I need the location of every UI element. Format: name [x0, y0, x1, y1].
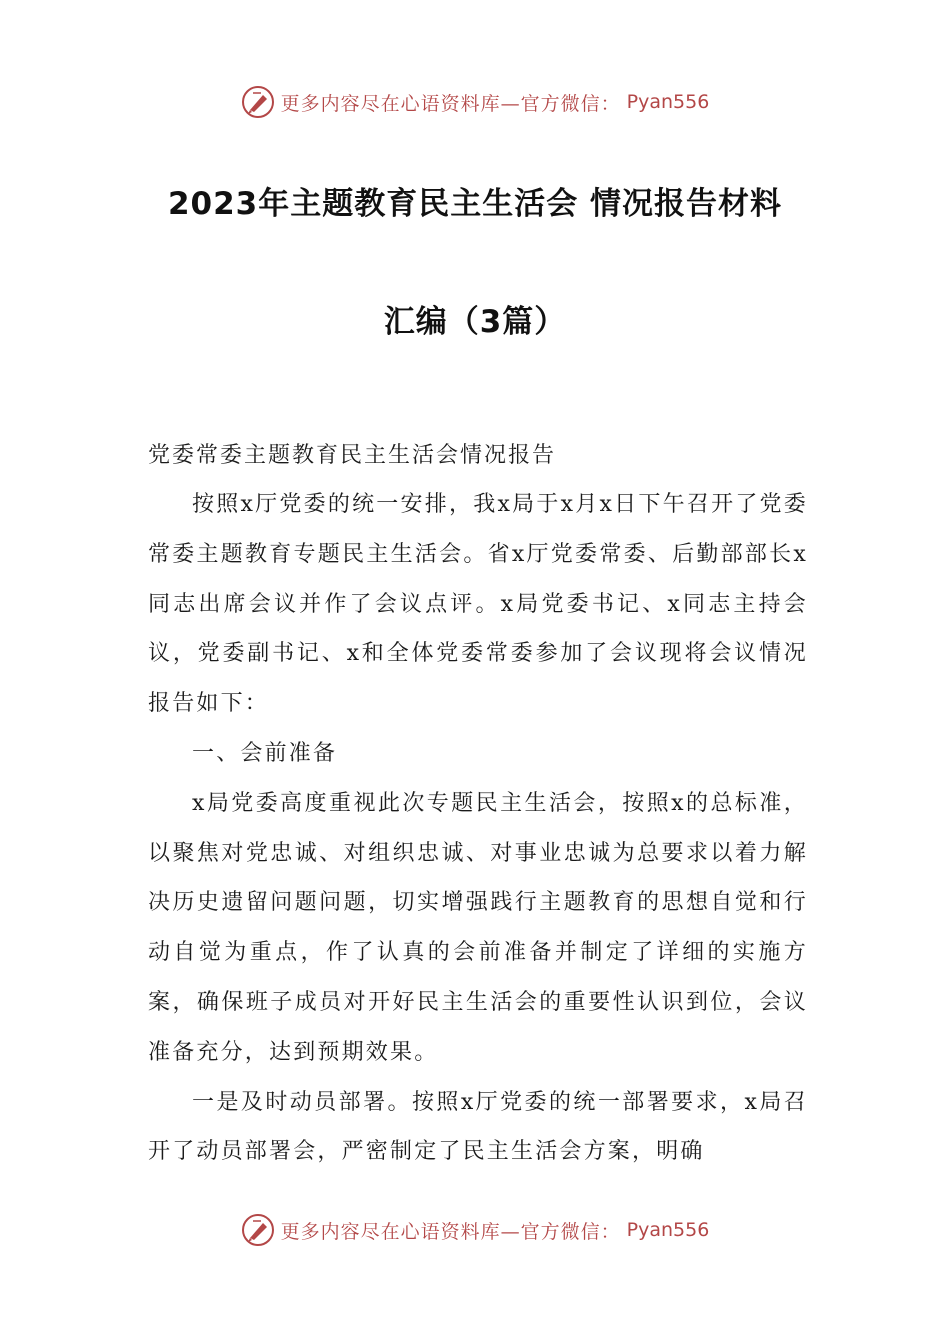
header-watermark: [0, 82, 950, 122]
footer-watermark: [0, 1210, 950, 1250]
document-title-line-1: 2023年主题教育民主生活会 情况报告材料: [167, 186, 783, 222]
document-body: [148, 480, 808, 1177]
paragraph: 一是及时动员部署。按照x厅党委的统一部署要求，x局召开了动员部署会，严密制定了民主生活会方案，明确: [148, 1089, 808, 1165]
pen-nib-logo-icon: [241, 85, 275, 119]
paragraph: 按照x厅党委的统一安排，我x局于x月x日下午召开了党委常委主题教育专题民主生活会。省x厅党委常委、后勤部部长x同志出席会议并作了会议点评。x局党委书记、x同志主持会议，党委副书记、x和全体党委常委参加了会议现将会议情况报告如下：: [148, 492, 808, 717]
watermark-text: 更多内容尽在心语资料库—官方微信：: [280, 92, 621, 115]
wechat-id: Pyan556: [626, 1219, 710, 1241]
paragraph: 一、会前准备: [192, 740, 338, 766]
document-title-line-2: 汇编（3篇）: [383, 304, 567, 340]
pen-nib-logo-icon: [241, 1213, 275, 1247]
wechat-id: Pyan556: [626, 91, 710, 113]
watermark-text: 更多内容尽在心语资料库—官方微信：: [280, 1220, 621, 1243]
paragraph: x局党委高度重视此次专题民主生活会，按照x的总标准，以聚焦对党忠诚、对组织忠诚、对事业忠诚为总要求以着力解决历史遗留问题问题，切实增强践行主题教育的思想自觉和行动自觉为重点，作了认真的会前准备并制定了详细的实施方案，确保班子成员对开好民主生活会的重要性认识到位，会议准备充分，达到预期效果。: [148, 790, 808, 1065]
section-title: 党委常委主题教育民主生活会情况报告: [148, 443, 557, 468]
